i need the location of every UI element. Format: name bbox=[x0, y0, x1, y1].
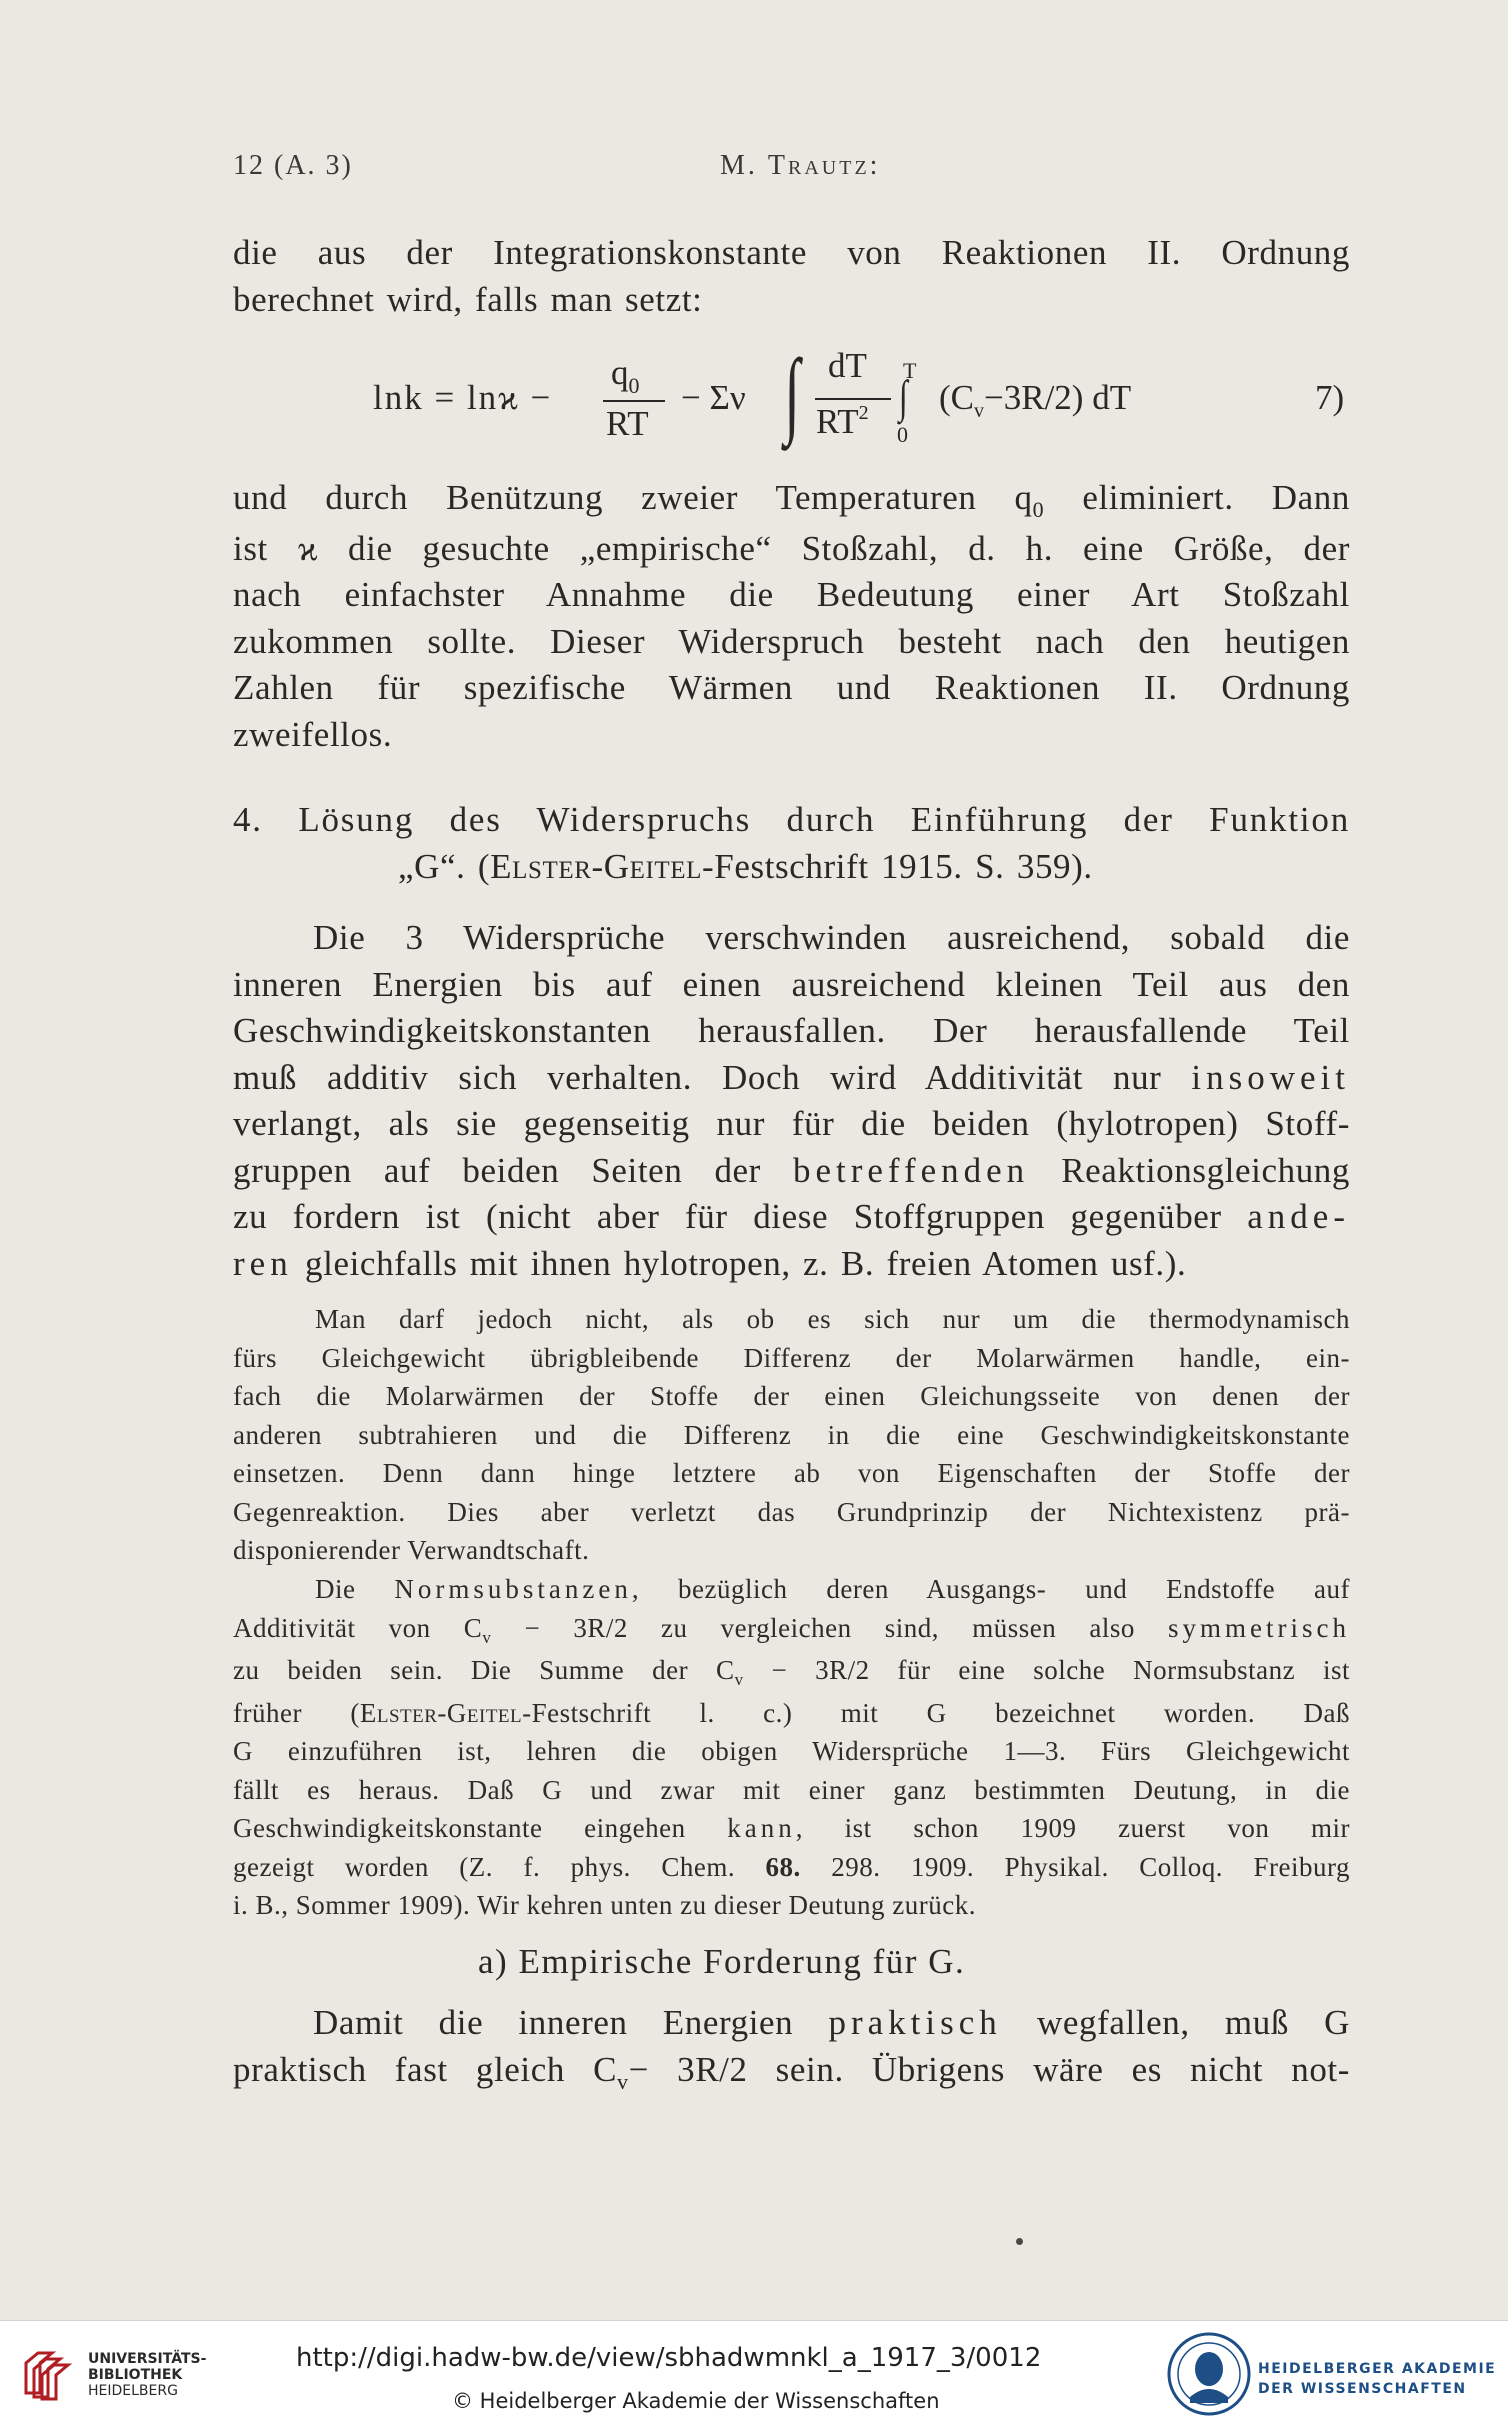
university-library-logo-icon bbox=[18, 2349, 78, 2401]
text-line: disponierender Verwandtschaft. bbox=[233, 1535, 590, 1565]
superscript: 2 bbox=[858, 402, 869, 424]
text-span: eliminiert. Dann bbox=[1044, 478, 1350, 517]
spaced-emphasis: symmetrisch bbox=[1168, 1612, 1351, 1643]
ub-line: UNIVERSITÄTS- bbox=[88, 2351, 207, 2367]
text-line: fach die Molarwärmen der Stoffe der einen Gleichungsseite von denen der bbox=[233, 1381, 1350, 1411]
text-line bbox=[233, 1241, 1350, 1288]
academy-seal-icon bbox=[1166, 2331, 1252, 2417]
text-line bbox=[233, 1809, 1350, 1848]
text-span: Die bbox=[315, 1574, 395, 1604]
inner-integral-sign: ∫ bbox=[898, 371, 908, 422]
text-span: Additivität von C bbox=[233, 1612, 483, 1643]
spaced-emphasis: Normsubstanzen bbox=[394, 1574, 632, 1604]
text-span: gruppen auf beiden Seiten der bbox=[233, 1150, 793, 1190]
integrand-open: (C bbox=[939, 378, 974, 417]
text-line bbox=[233, 2047, 1350, 2098]
small-print-paragraph bbox=[233, 1300, 1350, 1570]
text-line: Zahlen für spezifische Wärmen und Reaktionen II. Ordnung bbox=[233, 668, 1350, 707]
spaced-emphasis: betreffenden bbox=[792, 1150, 1030, 1190]
text-span: „G“. ( bbox=[398, 846, 491, 886]
equation-lhs: lnk = lnϰ − bbox=[373, 378, 553, 417]
page-reference: 12 (A. 3) bbox=[233, 150, 353, 181]
text-span: Reaktionsgleichung bbox=[1029, 1150, 1350, 1190]
subscript: 0 bbox=[1032, 497, 1045, 522]
text-line: einsetzen. Denn dann hinge letztere ab von Eigenschaften der Stoffe der bbox=[233, 1458, 1350, 1488]
text-line: fürs Gleichgewicht übrigbleibende Differenz der Molarwärmen handle, ein- bbox=[233, 1342, 1350, 1373]
text-line: inneren Energien bis auf einen ausreichend kleinen Teil aus den bbox=[233, 964, 1350, 1004]
bold-volume: 68. bbox=[765, 1851, 801, 1882]
fraction-numerator bbox=[611, 353, 640, 398]
lower-limit: 0 bbox=[897, 422, 908, 447]
spaced-emphasis: ren bbox=[233, 1243, 293, 1283]
subscript: 0 bbox=[628, 373, 640, 398]
text-span: wegfallen, muß G bbox=[1001, 2003, 1351, 2042]
text-span: praktisch fast gleich C bbox=[233, 2049, 618, 2089]
text-span: − 3R/2 zu vergleichen sind, müssen also bbox=[491, 1612, 1169, 1643]
text-line: i. B., Sommer 1909). Wir kehren unten zu dieser Deutung zurück. bbox=[233, 1890, 976, 1920]
text-span: − 3R/2 sein. Übrigens wäre es nicht not- bbox=[628, 2049, 1350, 2089]
fraction-denominator bbox=[816, 402, 869, 442]
text-line: Man darf jedoch nicht, als ob es sich nur um die thermodynamisch bbox=[315, 1304, 1350, 1334]
viewer-footer bbox=[0, 2320, 1508, 2428]
text-span: gezeigt worden (Z. f. phys. Chem. bbox=[233, 1851, 766, 1882]
spaced-emphasis: ande- bbox=[1247, 1197, 1350, 1236]
text-line bbox=[233, 475, 1350, 526]
text-line: fällt es heraus. Daß G und zwar mit einer ganz bestimmten Deutung, in die bbox=[233, 1774, 1350, 1805]
paragraph bbox=[233, 915, 1350, 1287]
text-line bbox=[233, 1694, 1350, 1733]
text-line bbox=[233, 1148, 1350, 1195]
subscript: v bbox=[482, 1627, 492, 1647]
fraction-bar bbox=[815, 398, 891, 400]
permalink-url[interactable]: http://digi.hadw-bw.de/view/sbhadwmnkl_a_1917_3/0012 bbox=[296, 2343, 1042, 2373]
paragraph bbox=[233, 475, 1350, 758]
integral-sign: ∫ bbox=[784, 339, 801, 446]
text-span: , ist schon 1909 zuerst von mir bbox=[795, 1813, 1350, 1843]
ub-line: BIBLIOTHEK bbox=[88, 2367, 183, 2383]
text-span: 298. 1909. Physikal. Colloq. Freiburg bbox=[800, 1851, 1350, 1882]
equation-number: 7) bbox=[1315, 378, 1345, 417]
text-line: Die 3 Widersprüche verschwinden ausreichend, sobald die bbox=[313, 918, 1350, 957]
paragraph bbox=[233, 2000, 1350, 2097]
integrand-rest: −3R/2) dT bbox=[984, 378, 1132, 417]
author-name: Trautz: bbox=[767, 150, 881, 181]
text-line: anderen subtrahieren und die Differenz in die eine Geschwindigkeitskonstante bbox=[233, 1419, 1350, 1450]
university-library-name[interactable] bbox=[88, 2351, 206, 2399]
academy-line: HEIDELBERGER AKADEMIE bbox=[1258, 2361, 1497, 2377]
academy-name[interactable] bbox=[1258, 2359, 1496, 2399]
text-span: früher ( bbox=[233, 1697, 360, 1728]
text-span: , bezüglich deren Ausgangs- und Endstoffe auf bbox=[631, 1574, 1350, 1604]
subscript: v bbox=[974, 400, 984, 422]
text-span: -Festschrift l. c.) mit G bezeichnet worden. Daß bbox=[522, 1697, 1350, 1728]
subsection-heading: a) Empirische Forderung für G. bbox=[478, 1942, 966, 1981]
text-line bbox=[233, 1651, 1350, 1694]
text-line bbox=[233, 1848, 1350, 1887]
small-caps-name: Elster-Geitel bbox=[490, 846, 703, 886]
section-heading bbox=[233, 797, 1350, 890]
fraction-bar bbox=[603, 400, 665, 402]
text-line bbox=[233, 1609, 1350, 1652]
small-print-paragraph bbox=[233, 1570, 1350, 1925]
sum-term: − Σν bbox=[681, 378, 746, 417]
academy-line: DER WISSENSCHAFTEN bbox=[1258, 2381, 1467, 2397]
equation-7 bbox=[233, 340, 1350, 460]
text-span: zu fordern ist (nicht aber für diese Stoffgruppen gegenüber bbox=[233, 1197, 1248, 1236]
intro-paragraph bbox=[233, 230, 1350, 323]
text-line: die aus der Integrationskonstante von Reaktionen II. Ordnung bbox=[233, 233, 1350, 272]
text-line bbox=[233, 1055, 1350, 1102]
running-head bbox=[720, 150, 880, 182]
text-line: ist ϰ die gesuchte „empirische“ Stoßzahl, d. h. eine Größe, der bbox=[233, 528, 1350, 568]
text-line: Gegenreaktion. Dies aber verletzt das Grundprinzip der Nichtexistenz prä- bbox=[233, 1496, 1350, 1527]
text-line: zukommen sollte. Dieser Widerspruch besteht nach den heutigen bbox=[233, 621, 1350, 661]
q-symbol: q bbox=[611, 353, 629, 392]
fraction-denominator: RT bbox=[606, 404, 649, 443]
author-initial: M. bbox=[720, 150, 768, 181]
text-span: muß additiv sich verhalten. Doch wird Additivität nur bbox=[233, 1057, 1192, 1097]
spaced-emphasis: insoweit bbox=[1191, 1057, 1350, 1097]
text-line bbox=[233, 1570, 1350, 1609]
ub-line: HEIDELBERG bbox=[88, 2383, 178, 2399]
spaced-emphasis: kann bbox=[727, 1813, 796, 1843]
text-line: zweifellos. bbox=[233, 714, 393, 754]
text-span: gleichfalls mit ihnen hylotropen, z. B. freien Atomen usf.). bbox=[292, 1243, 1187, 1283]
text-line: berechnet wird, falls man setzt: bbox=[233, 279, 703, 319]
text-line: Geschwindigkeitskonstanten herausfallen. Der herausfallende Teil bbox=[233, 1011, 1350, 1050]
text-line bbox=[233, 1194, 1350, 1241]
text-line: verlangt, als sie gegenseitig nur für die beiden (hylotropen) Stoff- bbox=[233, 1104, 1350, 1143]
fraction-numerator: dT bbox=[828, 346, 867, 385]
small-caps-name: Elster-Geitel bbox=[359, 1697, 523, 1728]
upper-limit: T bbox=[903, 358, 917, 383]
text-line: G einzuführen ist, lehren die obigen Widersprüche 1—3. Fürs Gleichgewicht bbox=[233, 1736, 1350, 1766]
spaced-emphasis: praktisch bbox=[828, 2003, 1002, 2042]
text-span: Damit die inneren Energien bbox=[313, 2003, 829, 2042]
heading-line: 4. Lösung des Widerspruchs durch Einführung der Funktion bbox=[233, 800, 1350, 839]
text-span: − 3R/2 für eine solche Normsubstanz ist bbox=[743, 1655, 1350, 1685]
text-span: Geschwindigkeitskonstante eingehen bbox=[233, 1813, 728, 1843]
integrand bbox=[939, 378, 1132, 422]
text-line bbox=[233, 2000, 1350, 2047]
text-span: -Festschrift 1915. S. 359). bbox=[702, 846, 1093, 886]
copyright-notice: © Heidelberger Akademie der Wissenschaften bbox=[452, 2389, 940, 2413]
subscript: v bbox=[734, 1670, 744, 1689]
text-span: zu beiden sein. Die Summe der C bbox=[233, 1655, 735, 1685]
heading-line bbox=[233, 844, 1350, 891]
text-span: und durch Benützung zweier Temperaturen q bbox=[233, 478, 1033, 517]
text-line: nach einfachster Annahme die Bedeutung einer Art Stoßzahl bbox=[233, 575, 1350, 614]
subscript: v bbox=[617, 2068, 629, 2094]
rt-symbol: RT bbox=[816, 402, 859, 441]
ink-speck bbox=[1016, 2238, 1023, 2245]
